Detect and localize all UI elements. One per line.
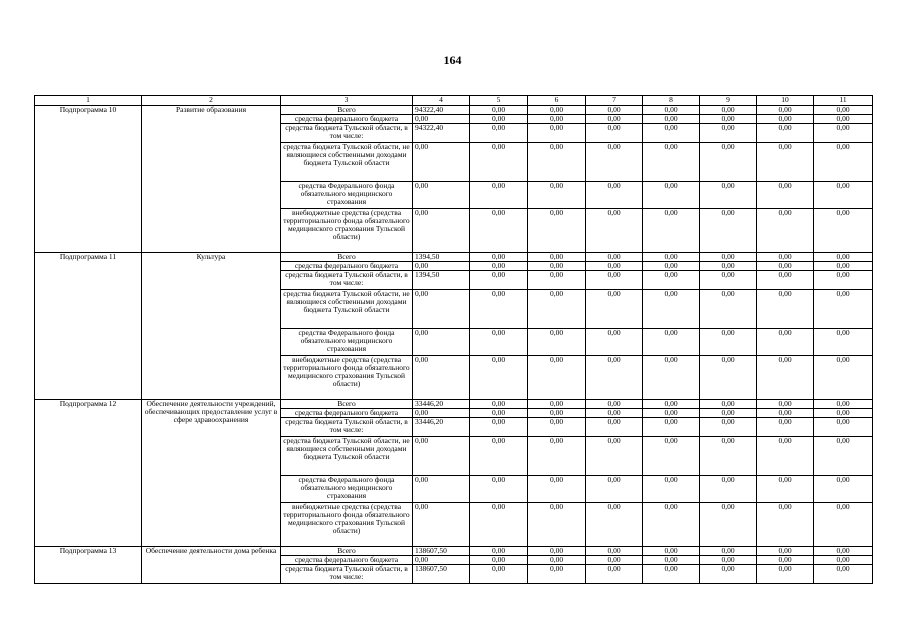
value-cell-col-4: 0,00 <box>413 329 470 356</box>
value-cell-col-10: 0,00 <box>757 329 814 356</box>
value-cell-col-6: 0,00 <box>528 418 586 437</box>
value-cell-col-9: 0,00 <box>700 437 757 476</box>
value-cell-col-4: 94322,40 <box>413 124 470 143</box>
funding-source-cell: Всего <box>281 547 413 556</box>
value-cell-col-9: 0,00 <box>700 503 757 547</box>
funding-source-cell: средства бюджета Тульской области, в том числе: <box>281 271 413 290</box>
value-cell-col-11: 0,00 <box>814 437 873 476</box>
value-cell-col-7: 0,00 <box>586 115 643 124</box>
value-cell-col-10: 0,00 <box>757 418 814 437</box>
value-cell-col-6: 0,00 <box>528 262 586 271</box>
value-cell-col-9: 0,00 <box>700 253 757 262</box>
value-cell-col-6: 0,00 <box>528 503 586 547</box>
value-cell-col-6: 0,00 <box>528 409 586 418</box>
budget-table <box>34 95 873 584</box>
value-cell-col-5: 0,00 <box>470 115 528 124</box>
value-cell-col-4: 0,00 <box>413 356 470 400</box>
program-cell: Подпрограмма 12 <box>35 400 142 547</box>
value-cell-col-4: 0,00 <box>413 262 470 271</box>
program-name-cell: Обеспечение деятельности дома ребенка <box>142 547 281 584</box>
col-header-3: 3 <box>281 96 413 106</box>
value-cell-col-9: 0,00 <box>700 476 757 503</box>
value-cell-col-4: 0,00 <box>413 556 470 565</box>
program-name-cell: Культура <box>142 253 281 400</box>
value-cell-col-6: 0,00 <box>528 124 586 143</box>
value-cell-col-4: 0,00 <box>413 437 470 476</box>
value-cell-col-5: 0,00 <box>470 418 528 437</box>
value-cell-col-11: 0,00 <box>814 262 873 271</box>
table-row <box>35 253 873 262</box>
value-cell-col-6: 0,00 <box>528 290 586 329</box>
funding-source-cell: средства бюджета Тульской области, не являющиеся собственными доходами бюджета Тульской области <box>281 143 413 182</box>
value-cell-col-11: 0,00 <box>814 209 873 253</box>
program-cell: Подпрограмма 13 <box>35 547 142 584</box>
value-cell-col-9: 0,00 <box>700 209 757 253</box>
value-cell-col-6: 0,00 <box>528 356 586 400</box>
value-cell-col-5: 0,00 <box>470 400 528 409</box>
value-cell-col-4: 0,00 <box>413 115 470 124</box>
value-cell-col-8: 0,00 <box>643 124 700 143</box>
value-cell-col-10: 0,00 <box>757 115 814 124</box>
value-cell-col-8: 0,00 <box>643 290 700 329</box>
value-cell-col-5: 0,00 <box>470 503 528 547</box>
table-body <box>35 106 873 584</box>
value-cell-col-8: 0,00 <box>643 143 700 182</box>
value-cell-col-9: 0,00 <box>700 409 757 418</box>
value-cell-col-5: 0,00 <box>470 124 528 143</box>
value-cell-col-11: 0,00 <box>814 409 873 418</box>
value-cell-col-5: 0,00 <box>470 262 528 271</box>
value-cell-col-9: 0,00 <box>700 565 757 584</box>
program-cell: Подпрограмма 10 <box>35 106 142 253</box>
table-row <box>35 547 873 556</box>
value-cell-col-4: 33446,20 <box>413 400 470 409</box>
funding-source-cell: средства федерального бюджета <box>281 409 413 418</box>
value-cell-col-11: 0,00 <box>814 400 873 409</box>
value-cell-col-8: 0,00 <box>643 503 700 547</box>
program-name-cell: Обеспечение деятельности учреждений, обеспечивающих предоставление услуг в сфере здравоохранения <box>142 400 281 547</box>
value-cell-col-11: 0,00 <box>814 547 873 556</box>
funding-source-cell: средства бюджета Тульской области, не являющиеся собственными доходами бюджета Тульской области <box>281 290 413 329</box>
funding-source-cell: средства федерального бюджета <box>281 556 413 565</box>
value-cell-col-10: 0,00 <box>757 476 814 503</box>
value-cell-col-7: 0,00 <box>586 106 643 115</box>
value-cell-col-9: 0,00 <box>700 262 757 271</box>
value-cell-col-10: 0,00 <box>757 182 814 209</box>
value-cell-col-6: 0,00 <box>528 209 586 253</box>
value-cell-col-11: 0,00 <box>814 143 873 182</box>
value-cell-col-10: 0,00 <box>757 565 814 584</box>
value-cell-col-8: 0,00 <box>643 556 700 565</box>
value-cell-col-7: 0,00 <box>586 418 643 437</box>
value-cell-col-8: 0,00 <box>643 400 700 409</box>
col-header-7: 7 <box>586 96 643 106</box>
value-cell-col-7: 0,00 <box>586 143 643 182</box>
value-cell-col-6: 0,00 <box>528 182 586 209</box>
value-cell-col-11: 0,00 <box>814 115 873 124</box>
value-cell-col-9: 0,00 <box>700 106 757 115</box>
value-cell-col-7: 0,00 <box>586 271 643 290</box>
value-cell-col-8: 0,00 <box>643 106 700 115</box>
value-cell-col-6: 0,00 <box>528 271 586 290</box>
value-cell-col-5: 0,00 <box>470 565 528 584</box>
value-cell-col-5: 0,00 <box>470 253 528 262</box>
value-cell-col-8: 0,00 <box>643 271 700 290</box>
value-cell-col-4: 138607,50 <box>413 565 470 584</box>
value-cell-col-4: 0,00 <box>413 503 470 547</box>
value-cell-col-8: 0,00 <box>643 476 700 503</box>
col-header-10: 10 <box>757 96 814 106</box>
col-header-8: 8 <box>643 96 700 106</box>
value-cell-col-4: 138607,50 <box>413 547 470 556</box>
value-cell-col-7: 0,00 <box>586 253 643 262</box>
program-name-cell: Развитие образования <box>142 106 281 253</box>
value-cell-col-4: 1394,50 <box>413 253 470 262</box>
value-cell-col-4: 94322,40 <box>413 106 470 115</box>
value-cell-col-6: 0,00 <box>528 115 586 124</box>
value-cell-col-7: 0,00 <box>586 547 643 556</box>
funding-source-cell: Всего <box>281 253 413 262</box>
value-cell-col-10: 0,00 <box>757 143 814 182</box>
value-cell-col-7: 0,00 <box>586 329 643 356</box>
value-cell-col-4: 0,00 <box>413 476 470 503</box>
value-cell-col-9: 0,00 <box>700 182 757 209</box>
value-cell-col-8: 0,00 <box>643 437 700 476</box>
funding-source-cell: внебюджетные средства (средства территориального фонда обязательного медицинского страхования Тульской области) <box>281 503 413 547</box>
value-cell-col-7: 0,00 <box>586 503 643 547</box>
value-cell-col-9: 0,00 <box>700 124 757 143</box>
value-cell-col-9: 0,00 <box>700 329 757 356</box>
value-cell-col-10: 0,00 <box>757 400 814 409</box>
value-cell-col-5: 0,00 <box>470 547 528 556</box>
value-cell-col-6: 0,00 <box>528 437 586 476</box>
col-header-5: 5 <box>470 96 528 106</box>
value-cell-col-4: 0,00 <box>413 409 470 418</box>
col-header-4: 4 <box>413 96 470 106</box>
value-cell-col-7: 0,00 <box>586 409 643 418</box>
value-cell-col-7: 0,00 <box>586 400 643 409</box>
value-cell-col-5: 0,00 <box>470 437 528 476</box>
funding-source-cell: внебюджетные средства (средства территориального фонда обязательного медицинского страхования Тульской области) <box>281 356 413 400</box>
value-cell-col-10: 0,00 <box>757 271 814 290</box>
value-cell-col-9: 0,00 <box>700 547 757 556</box>
value-cell-col-5: 0,00 <box>470 209 528 253</box>
value-cell-col-6: 0,00 <box>528 106 586 115</box>
value-cell-col-11: 0,00 <box>814 253 873 262</box>
value-cell-col-11: 0,00 <box>814 556 873 565</box>
value-cell-col-10: 0,00 <box>757 547 814 556</box>
value-cell-col-7: 0,00 <box>586 262 643 271</box>
value-cell-col-9: 0,00 <box>700 290 757 329</box>
value-cell-col-5: 0,00 <box>470 106 528 115</box>
value-cell-col-6: 0,00 <box>528 329 586 356</box>
value-cell-col-5: 0,00 <box>470 476 528 503</box>
funding-source-cell: средства бюджета Тульской области, в том числе: <box>281 418 413 437</box>
value-cell-col-5: 0,00 <box>470 556 528 565</box>
value-cell-col-10: 0,00 <box>757 290 814 329</box>
funding-source-cell: Всего <box>281 400 413 409</box>
value-cell-col-9: 0,00 <box>700 356 757 400</box>
value-cell-col-11: 0,00 <box>814 503 873 547</box>
value-cell-col-8: 0,00 <box>643 182 700 209</box>
value-cell-col-11: 0,00 <box>814 182 873 209</box>
value-cell-col-4: 0,00 <box>413 143 470 182</box>
col-header-9: 9 <box>700 96 757 106</box>
value-cell-col-5: 0,00 <box>470 409 528 418</box>
value-cell-col-7: 0,00 <box>586 565 643 584</box>
value-cell-col-11: 0,00 <box>814 418 873 437</box>
value-cell-col-8: 0,00 <box>643 253 700 262</box>
value-cell-col-6: 0,00 <box>528 476 586 503</box>
value-cell-col-6: 0,00 <box>528 547 586 556</box>
value-cell-col-10: 0,00 <box>757 209 814 253</box>
funding-source-cell: средства федерального бюджета <box>281 262 413 271</box>
value-cell-col-5: 0,00 <box>470 290 528 329</box>
funding-source-cell: внебюджетные средства (средства территориального фонда обязательного медицинского страхования Тульской области) <box>281 209 413 253</box>
value-cell-col-11: 0,00 <box>814 290 873 329</box>
value-cell-col-9: 0,00 <box>700 418 757 437</box>
value-cell-col-8: 0,00 <box>643 115 700 124</box>
value-cell-col-8: 0,00 <box>643 356 700 400</box>
value-cell-col-7: 0,00 <box>586 290 643 329</box>
value-cell-col-4: 0,00 <box>413 209 470 253</box>
funding-source-cell: средства федерального бюджета <box>281 115 413 124</box>
funding-source-cell: Всего <box>281 106 413 115</box>
table-row <box>35 400 873 409</box>
value-cell-col-7: 0,00 <box>586 556 643 565</box>
value-cell-col-9: 0,00 <box>700 271 757 290</box>
value-cell-col-11: 0,00 <box>814 329 873 356</box>
value-cell-col-8: 0,00 <box>643 565 700 584</box>
value-cell-col-8: 0,00 <box>643 409 700 418</box>
value-cell-col-6: 0,00 <box>528 565 586 584</box>
value-cell-col-10: 0,00 <box>757 262 814 271</box>
value-cell-col-11: 0,00 <box>814 106 873 115</box>
col-header-1: 1 <box>35 96 142 106</box>
value-cell-col-7: 0,00 <box>586 356 643 400</box>
value-cell-col-4: 1394,50 <box>413 271 470 290</box>
value-cell-col-9: 0,00 <box>700 556 757 565</box>
value-cell-col-11: 0,00 <box>814 565 873 584</box>
value-cell-col-10: 0,00 <box>757 503 814 547</box>
table-row <box>35 106 873 115</box>
value-cell-col-5: 0,00 <box>470 182 528 209</box>
value-cell-col-6: 0,00 <box>528 400 586 409</box>
value-cell-col-6: 0,00 <box>528 253 586 262</box>
funding-source-cell: средства Федерального фонда обязательного медицинского страхования <box>281 182 413 209</box>
value-cell-col-4: 0,00 <box>413 290 470 329</box>
program-cell: Подпрограмма 11 <box>35 253 142 400</box>
col-header-6: 6 <box>528 96 586 106</box>
value-cell-col-8: 0,00 <box>643 209 700 253</box>
value-cell-col-5: 0,00 <box>470 143 528 182</box>
value-cell-col-8: 0,00 <box>643 329 700 356</box>
value-cell-col-11: 0,00 <box>814 356 873 400</box>
value-cell-col-6: 0,00 <box>528 556 586 565</box>
value-cell-col-10: 0,00 <box>757 106 814 115</box>
value-cell-col-8: 0,00 <box>643 262 700 271</box>
funding-source-cell: средства Федерального фонда обязательного медицинского страхования <box>281 476 413 503</box>
value-cell-col-10: 0,00 <box>757 409 814 418</box>
funding-source-cell: средства Федерального фонда обязательного медицинского страхования <box>281 329 413 356</box>
value-cell-col-9: 0,00 <box>700 143 757 182</box>
value-cell-col-7: 0,00 <box>586 437 643 476</box>
value-cell-col-7: 0,00 <box>586 209 643 253</box>
value-cell-col-7: 0,00 <box>586 182 643 209</box>
value-cell-col-4: 33446,20 <box>413 418 470 437</box>
funding-source-cell: средства бюджета Тульской области, в том числе: <box>281 565 413 584</box>
value-cell-col-10: 0,00 <box>757 356 814 400</box>
header-row <box>35 96 873 106</box>
value-cell-col-5: 0,00 <box>470 356 528 400</box>
value-cell-col-5: 0,00 <box>470 271 528 290</box>
col-header-11: 11 <box>814 96 873 106</box>
value-cell-col-11: 0,00 <box>814 271 873 290</box>
value-cell-col-7: 0,00 <box>586 124 643 143</box>
value-cell-col-11: 0,00 <box>814 476 873 503</box>
value-cell-col-11: 0,00 <box>814 124 873 143</box>
value-cell-col-10: 0,00 <box>757 124 814 143</box>
value-cell-col-8: 0,00 <box>643 418 700 437</box>
value-cell-col-5: 0,00 <box>470 329 528 356</box>
funding-source-cell: средства бюджета Тульской области, не являющиеся собственными доходами бюджета Тульской области <box>281 437 413 476</box>
value-cell-col-4: 0,00 <box>413 182 470 209</box>
value-cell-col-10: 0,00 <box>757 437 814 476</box>
value-cell-col-7: 0,00 <box>586 476 643 503</box>
funding-source-cell: средства бюджета Тульской области, в том числе: <box>281 124 413 143</box>
value-cell-col-10: 0,00 <box>757 556 814 565</box>
value-cell-col-9: 0,00 <box>700 400 757 409</box>
value-cell-col-10: 0,00 <box>757 253 814 262</box>
page-number: 164 <box>443 53 462 67</box>
value-cell-col-8: 0,00 <box>643 547 700 556</box>
col-header-2: 2 <box>142 96 281 106</box>
value-cell-col-6: 0,00 <box>528 143 586 182</box>
value-cell-col-9: 0,00 <box>700 115 757 124</box>
